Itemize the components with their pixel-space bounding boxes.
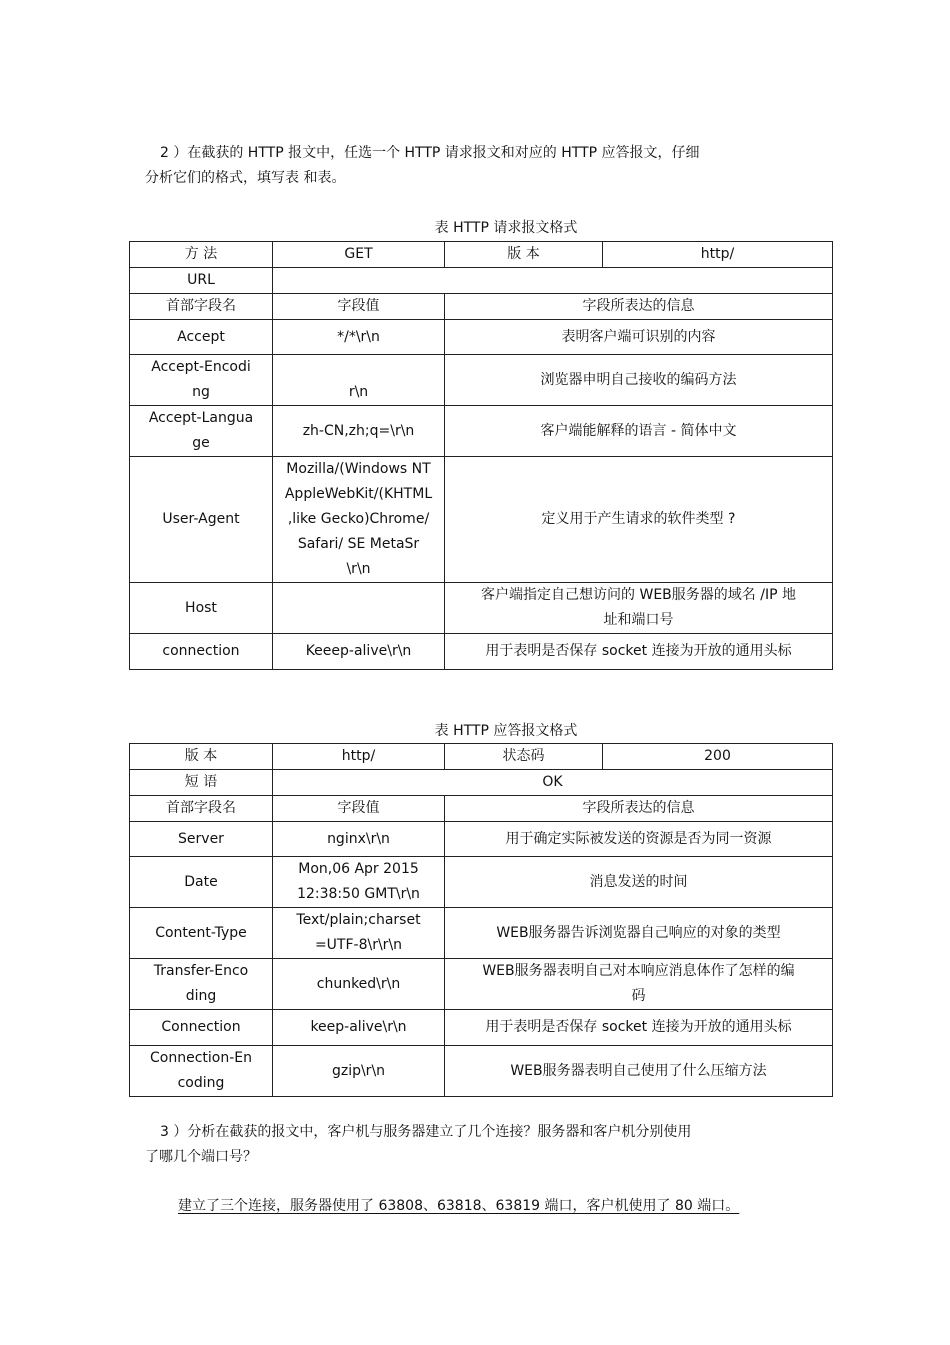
question-2-line-2: 分析它们的格式，填写表 和表。 [145,170,346,186]
field-info: 用于表明是否保存 socket 连接为开放的通用头标 [445,1010,833,1046]
field-value: nginx\r\n [273,822,445,857]
table-row [130,744,833,770]
field-name: Host [130,583,273,634]
header-value-label: 字段值 [273,294,445,320]
field-name: Accept [130,320,273,355]
field-value: */*\r\n [273,320,445,355]
table-row [130,1010,833,1046]
question-3-line-2: 了哪几个端口号？ [145,1149,257,1165]
field-info: 表明客户端可识别的内容 [445,320,833,355]
field-info: 用于表明是否保存 socket 连接为开放的通用头标 [445,634,833,670]
table-header-row [130,796,833,822]
table-row [130,320,833,355]
version-value: http/ [273,744,445,770]
table-row [130,1046,833,1097]
status-value: 200 [603,744,833,770]
table-row [130,457,833,583]
field-value: zh-CN,zh;q=\r\n [273,406,445,457]
status-label: 状态码 [445,744,603,770]
question-2 [0,141,950,191]
field-info: WEB服务器告诉浏览器自己响应的对象的类型 [445,908,833,959]
question-3 [0,1120,950,1170]
table-header-row [130,294,833,320]
header-info-label: 字段所表达的信息 [445,294,833,320]
header-info-label: 字段所表达的信息 [445,796,833,822]
field-value: Mon,06 Apr 2015 12:38:50 GMT\r\n [273,857,445,908]
version-label: 版 本 [130,744,273,770]
table-row [130,634,833,670]
field-name: Accept-Langua ge [130,406,273,457]
table-row [130,242,833,268]
field-info: WEB服务器表明自己使用了什么压缩方法 [445,1046,833,1097]
response-table-caption: 表 HTTP 应答报文格式 [434,723,578,739]
field-name: User-Agent [130,457,273,583]
field-value: r\n [273,355,445,406]
field-value: gzip\r\n [273,1046,445,1097]
question-3-answer: 建立了三个连接，服务器使用了 63808、63818、63819 端口，客户机使用了 80 端口。 [178,1198,740,1214]
field-name: Content-Type [130,908,273,959]
table-row [130,822,833,857]
field-value [273,583,445,634]
table-row [130,355,833,406]
field-info: WEB服务器表明自己对本响应消息体作了怎样的编 码 [445,959,833,1010]
request-table-caption: 表 HTTP 请求报文格式 [434,220,578,236]
field-name: Transfer-Enco ding [130,959,273,1010]
field-name: connection [130,634,273,670]
field-info: 定义用于产生请求的软件类型 ? [445,457,833,583]
version-value: http/ [603,242,833,268]
question-2-line-1: 2 ）在截获的 HTTP 报文中，任选一个 HTTP 请求报文和对应的 HTTP 应答报文，仔细 [160,145,700,161]
table-row [130,770,833,796]
table-row [130,406,833,457]
field-name: Server [130,822,273,857]
field-name: Date [130,857,273,908]
field-value: Mozilla/(Windows NT AppleWebKit/(KHTML ,like Gecko)Chrome/ Safari/ SE MetaSr \r\n [273,457,445,583]
table-row [130,959,833,1010]
field-info: 浏览器申明自己接收的编码方法 [445,355,833,406]
field-name: Accept-Encodi ng [130,355,273,406]
response-format-table [129,743,833,1097]
field-info: 用于确定实际被发送的资源是否为同一资源 [445,822,833,857]
phrase-label: 短 语 [130,770,273,796]
field-value: keep-alive\r\n [273,1010,445,1046]
field-value: Text/plain;charset =UTF-8\r\r\n [273,908,445,959]
request-format-table [129,241,833,670]
table-row [130,857,833,908]
field-info: 客户端指定自己想访问的 WEB服务器的域名 /IP 地 址和端口号 [445,583,833,634]
header-name-label: 首部字段名 [130,294,273,320]
table-row [130,268,833,294]
method-value: GET [273,242,445,268]
method-label: 方 法 [130,242,273,268]
field-value: Keeep-alive\r\n [273,634,445,670]
field-name: Connection-En coding [130,1046,273,1097]
version-label: 版 本 [445,242,603,268]
table-row [130,583,833,634]
phrase-value: OK [273,770,833,796]
header-value-label: 字段值 [273,796,445,822]
field-info: 客户端能解释的语言 - 简体中文 [445,406,833,457]
header-name-label: 首部字段名 [130,796,273,822]
url-value [273,268,833,294]
field-info: 消息发送的时间 [445,857,833,908]
field-value: chunked\r\n [273,959,445,1010]
field-name: Connection [130,1010,273,1046]
url-label: URL [130,268,273,294]
table-row [130,908,833,959]
question-3-line-1: 3 ）分析在截获的报文中，客户机与服务器建立了几个连接？服务器和客户机分别使用 [160,1124,692,1140]
